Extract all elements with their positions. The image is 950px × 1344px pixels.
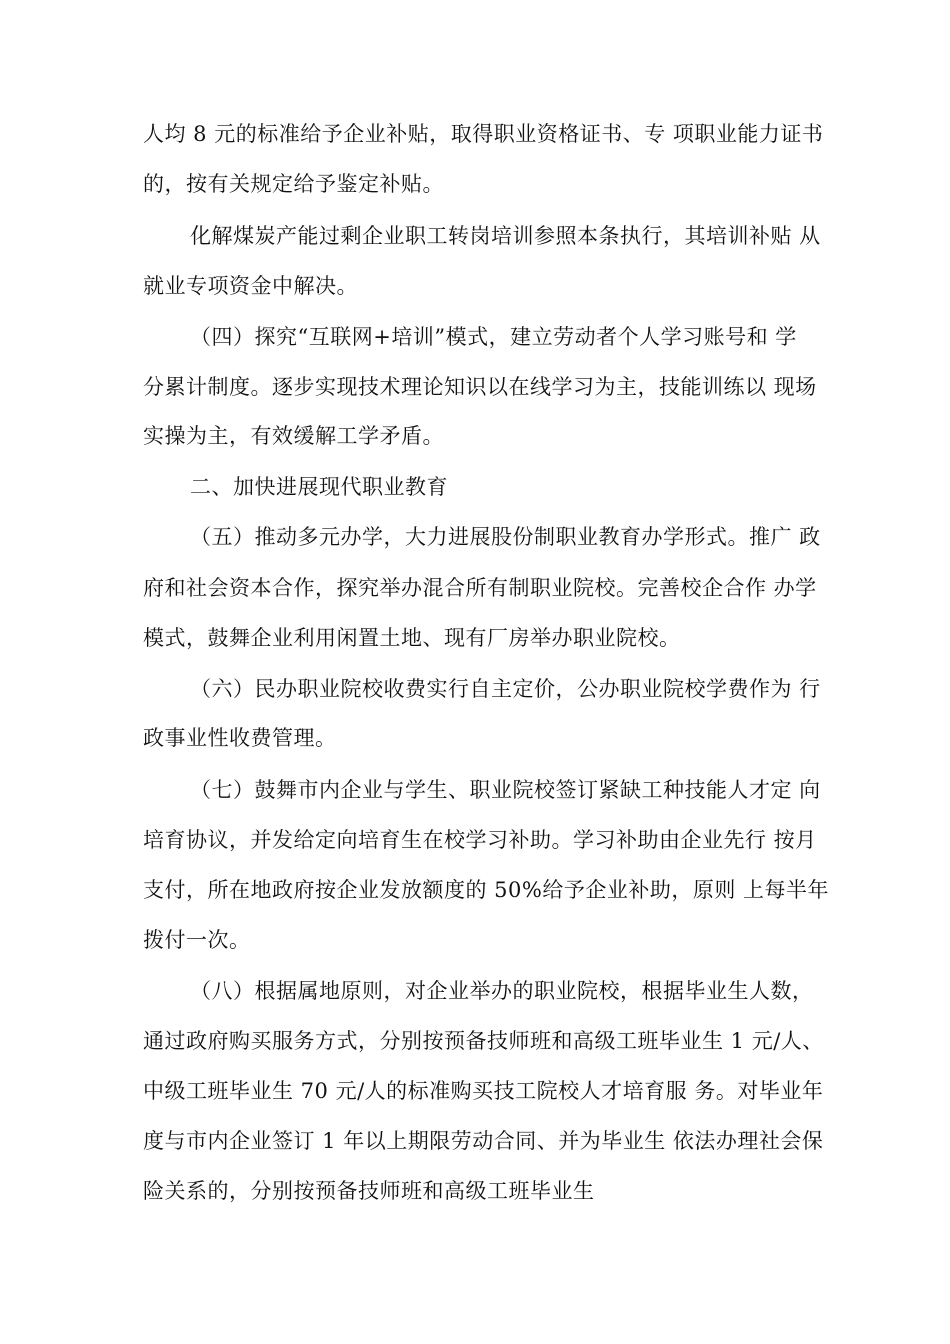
text-line: 险关系的，分别按预备技师班和高级工班毕业生 bbox=[143, 1179, 595, 1203]
text-line: 化解煤炭产能过剩企业职工转岗培训参照本条执行，其培训补贴 从 bbox=[190, 224, 821, 248]
text-line: 培育协议，并发给定向培育生在校学习补助。学习补助由企业先行 按月 bbox=[143, 828, 817, 852]
text-line: 中级工班毕业生 70 元/人的标准购买技工院校人才培育服 务。对毕业年 bbox=[143, 1079, 824, 1103]
text-line: 政事业性收费管理。 bbox=[143, 726, 337, 750]
text-line: 实操为主，有效缓解工学矛盾。 bbox=[143, 424, 444, 448]
section-heading: 二、加快进展现代职业教育 bbox=[190, 475, 448, 499]
text-line: 支付，所在地政府按企业发放额度的 50%给予企业补助，原则 上每半年 bbox=[143, 878, 830, 902]
text-line: 拨付一次。 bbox=[143, 928, 251, 952]
text-line: （六）民办职业院校收费实行自主定价，公办职业院校学费作为 行 bbox=[190, 677, 821, 701]
text-line: 分累计制度。逐步实现技术理论知识以在线学习为主，技能训练以 现场 bbox=[143, 375, 817, 399]
text-line: （四）探究“互联网+培训”模式，建立劳动者个人学习账号和 学 bbox=[190, 325, 797, 349]
text-line: 人均 8 元的标准给予企业补贴，取得职业资格证书、专 项职业能力证书 bbox=[143, 122, 824, 146]
text-line: 通过政府购买服务方式，分别按预备技师班和高级工班毕业生 1 元/人、 bbox=[143, 1029, 824, 1053]
text-line: （八）根据属地原则，对企业举办的职业院校，根据毕业生人数， bbox=[190, 979, 814, 1003]
text-line: 府和社会资本合作，探究举办混合所有制职业院校。完善校企合作 办学 bbox=[143, 576, 817, 600]
text-line: （五）推动多元办学，大力进展股份制职业教育办学形式。推广 政 bbox=[190, 525, 821, 549]
text-line: （七）鼓舞市内企业与学生、职业院校签订紧缺工种技能人才定 向 bbox=[190, 778, 821, 802]
text-line: 的，按有关规定给予鉴定补贴。 bbox=[143, 172, 444, 196]
text-line: 就业专项资金中解决。 bbox=[143, 274, 358, 298]
text-line: 模式，鼓舞企业利用闲置土地、现有厂房举办职业院校。 bbox=[143, 626, 681, 650]
text-line: 度与市内企业签订 1 年以上期限劳动合同、并为毕业生 依法办理社会保 bbox=[143, 1129, 824, 1153]
